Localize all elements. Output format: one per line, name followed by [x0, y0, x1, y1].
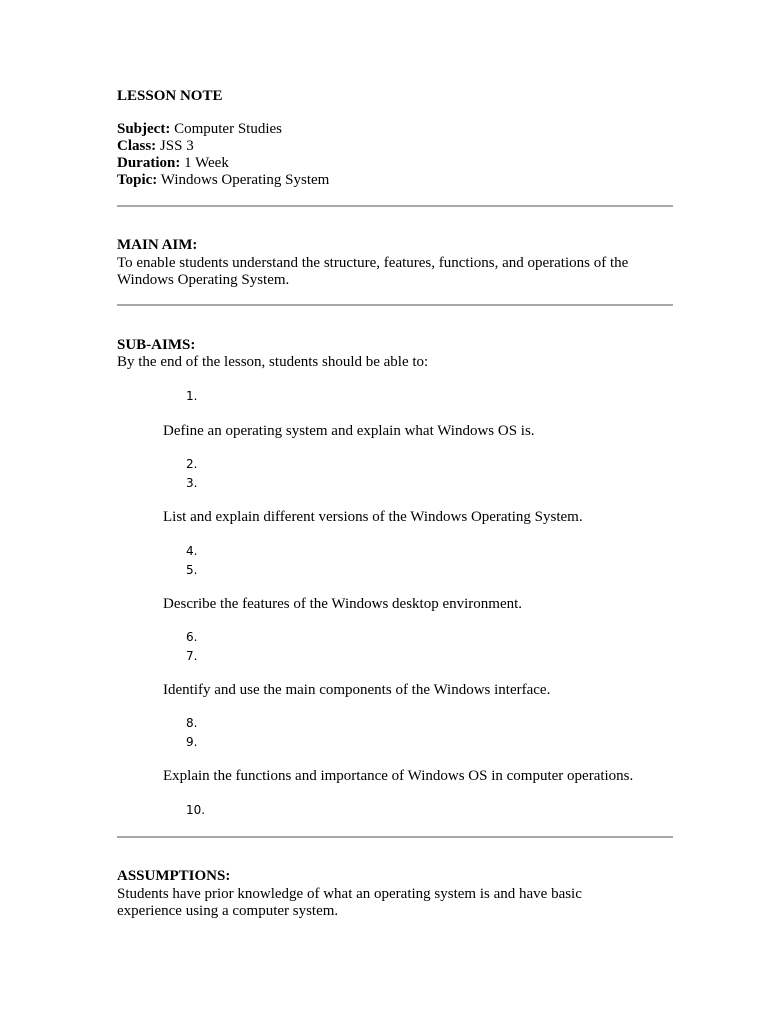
meta-duration-value: 1 Week	[180, 155, 229, 171]
assumptions-text-line-1: Students have prior knowledge of what an operating system is and have basic	[117, 886, 582, 902]
main-aim-heading: MAIN AIM:	[117, 237, 198, 253]
list-number: 3.	[186, 476, 198, 490]
meta-duration	[117, 155, 229, 172]
list-number: 2.	[186, 457, 198, 471]
sub-aim-item: Explain the functions and importance of Windows OS in computer operations.	[163, 768, 634, 784]
list-number: 4.	[186, 544, 198, 558]
meta-class-value: JSS 3	[156, 138, 194, 154]
assumptions-heading: ASSUMPTIONS:	[117, 868, 231, 884]
sub-aim-item: Identify and use the main components of the Windows interface.	[163, 682, 551, 698]
sub-aim-item: Describe the features of the Windows desktop environment.	[163, 596, 523, 612]
section-divider	[117, 304, 673, 306]
meta-duration-label: Duration:	[117, 155, 181, 171]
meta-topic-label: Topic:	[117, 172, 158, 188]
sub-aim-item: Define an operating system and explain what Windows OS is.	[163, 423, 535, 439]
meta-subject-label: Subject:	[117, 121, 171, 137]
list-number: 9.	[186, 735, 198, 749]
main-aim-text-line-1: To enable students understand the structure, features, functions, and operations of the	[117, 255, 629, 271]
list-number: 7.	[186, 649, 198, 663]
meta-topic-value: Windows Operating System	[157, 172, 330, 188]
sub-aims-intro: By the end of the lesson, students should be able to:	[117, 354, 429, 370]
document-title: LESSON NOTE	[117, 88, 223, 104]
sub-aims-heading: SUB-AIMS:	[117, 337, 196, 353]
meta-subject-value: Computer Studies	[170, 121, 282, 137]
section-divider	[117, 836, 673, 838]
meta-topic	[117, 172, 329, 189]
main-aim-text-line-2: Windows Operating System.	[117, 272, 290, 288]
list-number: 8.	[186, 716, 198, 730]
meta-class	[117, 138, 194, 155]
meta-class-label: Class:	[117, 138, 157, 154]
list-number: 6.	[186, 630, 198, 644]
sub-aim-item: List and explain different versions of the Windows Operating System.	[163, 509, 583, 525]
list-number: 1.	[186, 389, 198, 403]
assumptions-text-line-2: experience using a computer system.	[117, 903, 339, 919]
list-number: 10.	[186, 803, 206, 817]
meta-subject	[117, 121, 282, 138]
section-divider	[117, 205, 673, 207]
list-number: 5.	[186, 563, 198, 577]
